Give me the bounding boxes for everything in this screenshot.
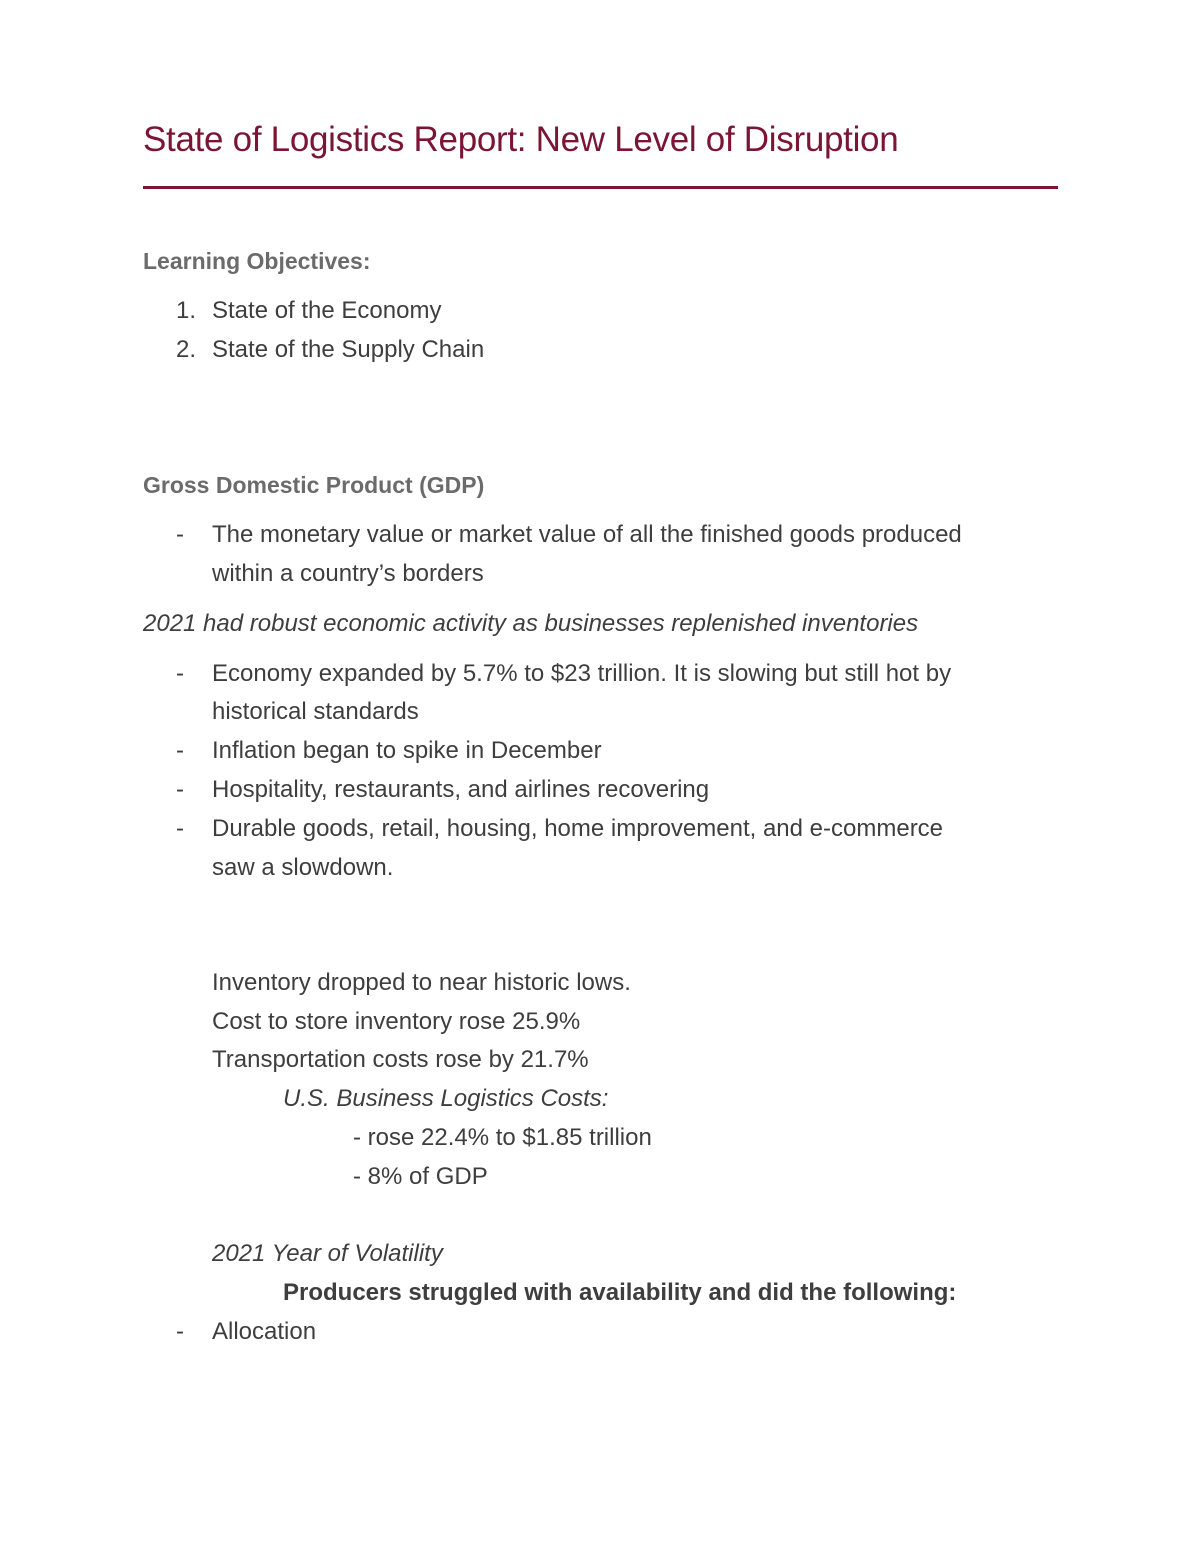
bullet-marker: - [176, 815, 184, 842]
activity-bullet-1-line-2: historical standards [212, 698, 419, 725]
inventory-line-3: Transportation costs rose by 21.7% [212, 1046, 589, 1073]
activity-bullet-3: Hospitality, restaurants, and airlines recovering [212, 776, 710, 803]
page-title: State of Logistics Report: New Level of Disruption [143, 120, 899, 159]
activity-bullet-2: Inflation began to spike in December [212, 737, 602, 764]
activity-heading: 2021 had robust economic activity as businesses replenished inventories [143, 610, 919, 637]
objective-item-1: State of the Economy [212, 297, 442, 324]
inventory-line-1: Inventory dropped to near historic lows. [212, 969, 631, 996]
volatility-heading: 2021 Year of Volatility [212, 1240, 443, 1267]
logistics-cost-item-1: - rose 22.4% to $1.85 trillion [353, 1124, 652, 1151]
activity-bullet-4-line-1: Durable goods, retail, housing, home improvement, and e-commerce [212, 815, 944, 842]
bullet-marker: - [176, 737, 184, 764]
bullet-marker: - [176, 776, 184, 803]
gdp-definition-line-1: The monetary value or market value of all the finished goods produced [212, 521, 962, 548]
inventory-line-2: Cost to store inventory rose 25.9% [212, 1008, 581, 1035]
logistics-costs-heading: U.S. Business Logistics Costs: [283, 1085, 609, 1112]
bullet-marker: - [176, 521, 184, 548]
learning-objectives-heading: Learning Objectives: [143, 248, 371, 274]
title-divider [143, 186, 1058, 189]
activity-bullet-1-line-1: Economy expanded by 5.7% to $23 trillion. It is slowing but still hot by [212, 660, 952, 687]
bullet-marker: - [176, 1318, 184, 1345]
objective-number-1: 1. [176, 297, 197, 324]
objective-item-2: State of the Supply Chain [212, 336, 485, 363]
bullet-marker: - [176, 660, 184, 687]
gdp-definition-line-2: within a country’s borders [212, 560, 484, 587]
volatility-subheading: Producers struggled with availability and did the following: [283, 1279, 957, 1306]
gdp-heading: Gross Domestic Product (GDP) [143, 472, 485, 498]
objective-number-2: 2. [176, 336, 197, 363]
volatility-bullet-allocation: Allocation [212, 1318, 317, 1345]
activity-bullet-4-line-2: saw a slowdown. [212, 854, 394, 881]
logistics-cost-item-2: - 8% of GDP [353, 1163, 488, 1190]
